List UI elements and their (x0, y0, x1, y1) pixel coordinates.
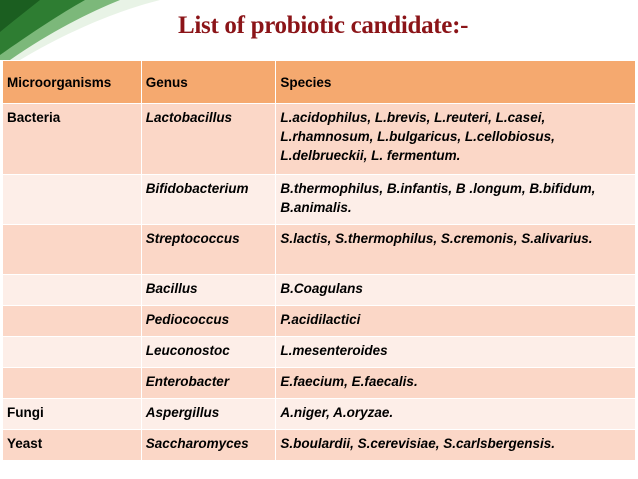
probiotic-table (2, 60, 636, 461)
table-row (3, 275, 636, 306)
genus-cell: Bacillus (141, 275, 276, 306)
genus-cell: Leuconostoc (141, 337, 276, 368)
microorganism-cell (3, 306, 142, 337)
genus-cell: Pediococcus (141, 306, 276, 337)
species-cell: S.boulardii, S.cerevisiae, S.carlsbergensis. (276, 430, 636, 461)
microorganism-cell (3, 337, 142, 368)
table-row (3, 175, 636, 225)
microorganism-cell (3, 368, 142, 399)
microorganism-cell (3, 175, 142, 225)
column-header-species: Species (276, 61, 636, 104)
table-row (3, 430, 636, 461)
species-cell: B.thermophilus, B.infantis, B .longum, B.bifidum, B.animalis. (276, 175, 636, 225)
table-header-row (3, 61, 636, 104)
species-cell: A.niger, A.oryzae. (276, 399, 636, 430)
microorganism-cell: Yeast (3, 430, 142, 461)
species-cell: L.acidophilus, L.brevis, L.reuteri, L.casei, L.rhamnosum, L.bulgaricus, L.cellobiosus, L.delbrueckii, L. fermentum. (276, 104, 636, 175)
genus-cell: Bifidobacterium (141, 175, 276, 225)
table-row (3, 225, 636, 275)
genus-cell: Enterobacter (141, 368, 276, 399)
species-cell: S.lactis, S.thermophilus, S.cremonis, S.alivarius. (276, 225, 636, 275)
genus-cell: Lactobacillus (141, 104, 276, 175)
microorganism-cell: Bacteria (3, 104, 142, 175)
slide-title: List of probiotic candidate:- (178, 12, 469, 39)
table-row (3, 104, 636, 175)
genus-cell: Aspergillus (141, 399, 276, 430)
table-row (3, 337, 636, 368)
species-cell: B.Coagulans (276, 275, 636, 306)
microorganism-cell: Fungi (3, 399, 142, 430)
species-cell: P.acidilactici (276, 306, 636, 337)
species-cell: L.mesenteroides (276, 337, 636, 368)
microorganism-cell (3, 275, 142, 306)
column-header-genus: Genus (141, 61, 276, 104)
table-row (3, 306, 636, 337)
table-row (3, 399, 636, 430)
table-row (3, 368, 636, 399)
genus-cell: Streptococcus (141, 225, 276, 275)
slide-decoration-swoosh (0, 0, 160, 60)
column-header-microorganisms: Microorganisms (3, 61, 142, 104)
genus-cell: Saccharomyces (141, 430, 276, 461)
microorganism-cell (3, 225, 142, 275)
species-cell: E.faecium, E.faecalis. (276, 368, 636, 399)
